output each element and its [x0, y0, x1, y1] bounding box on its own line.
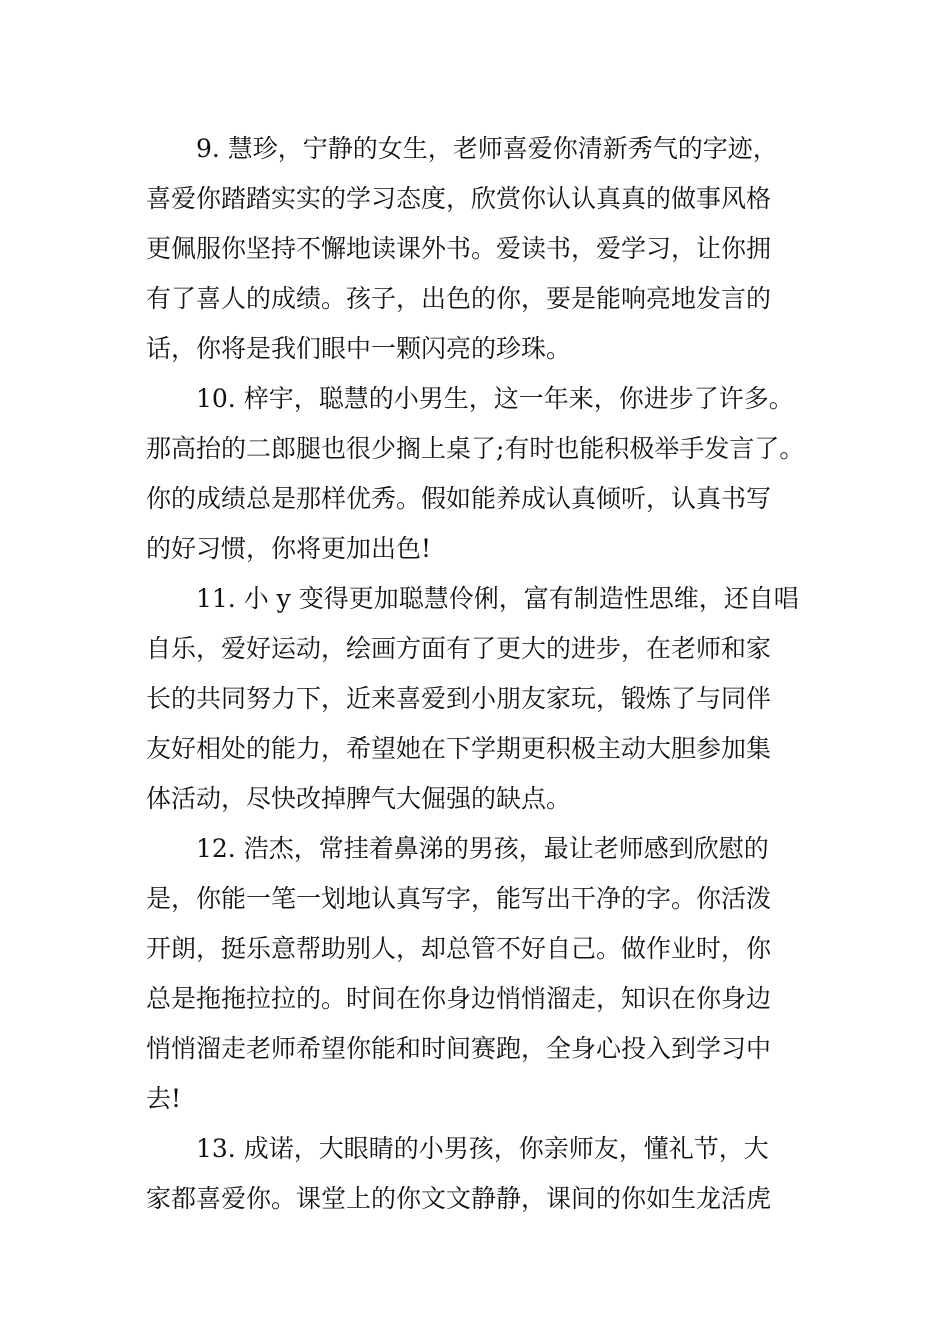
paragraph-11-line-4: 友好相处的能力，希望她在下学期更积极主动大胆参加集 — [146, 734, 772, 763]
paragraph-10-line-4: 的好习惯，你将更加出色! — [146, 534, 432, 563]
paragraph-12-line-1: 12. 浩杰，常挂着鼻涕的男孩，最让老师感到欣慰的 — [196, 834, 769, 863]
paragraph-9-line-1: 9. 慧珍，宁静的女生，老师喜爱你清新秀气的字迹， — [196, 134, 778, 163]
paragraph-12-line-5: 悄悄溜走老师希望你能和时间赛跑，全身心投入到学习中 — [146, 1034, 772, 1063]
paragraph-13-line-1: 13. 成诺，大眼睛的小男孩，你亲师友，懂礼节，大 — [196, 1134, 769, 1163]
paragraph-12-line-2: 是，你能一笔一划地认真写字，能写出干净的字。你活泼 — [146, 884, 772, 913]
paragraph-10-line-1: 10. 梓宇，聪慧的小男生，这一年来，你进步了许多。 — [196, 384, 794, 413]
paragraph-11-line-5: 体活动，尽快改掉脾气大倔强的缺点。 — [146, 784, 572, 813]
paragraph-13-line-2: 家都喜爱你。课堂上的你文文静静，课间的你如生龙活虎 — [146, 1184, 772, 1213]
paragraph-12-line-4: 总是拖拖拉拉的。时间在你身边悄悄溜走，知识在你身边 — [146, 984, 772, 1013]
paragraph-11-line-1: 11. 小 y 变得更加聪慧伶俐，富有制造性思维，还自唱 — [196, 584, 799, 613]
paragraph-9-line-4: 有了喜人的成绩。孩子，出色的你，要是能响亮地发言的 — [146, 284, 772, 313]
paragraph-12-line-3: 开朗，挺乐意帮助别人，却总管不好自己。做作业时，你 — [146, 934, 772, 963]
paragraph-11-line-3: 长的共同努力下，近来喜爱到小朋友家玩，锻炼了与同伴 — [146, 684, 772, 713]
paragraph-9-line-2: 喜爱你踏踏实实的学习态度，欣赏你认认真真的做事风格 — [146, 184, 772, 213]
paragraph-12-line-6: 去! — [146, 1084, 182, 1113]
paragraph-10-line-3: 你的成绩总是那样优秀。假如能养成认真倾听，认真书写 — [146, 484, 772, 513]
paragraph-11-line-2: 自乐，爱好运动，绘画方面有了更大的进步，在老师和家 — [146, 634, 772, 663]
paragraph-10-line-2: 那高抬的二郎腿也很少搁上桌了;有时也能积极举手发言了。 — [146, 434, 805, 463]
paragraph-9-line-5: 话，你将是我们眼中一颗闪亮的珍珠。 — [146, 334, 572, 363]
paragraph-9-line-3: 更佩服你坚持不懈地读课外书。爱读书，爱学习，让你拥 — [146, 234, 772, 263]
